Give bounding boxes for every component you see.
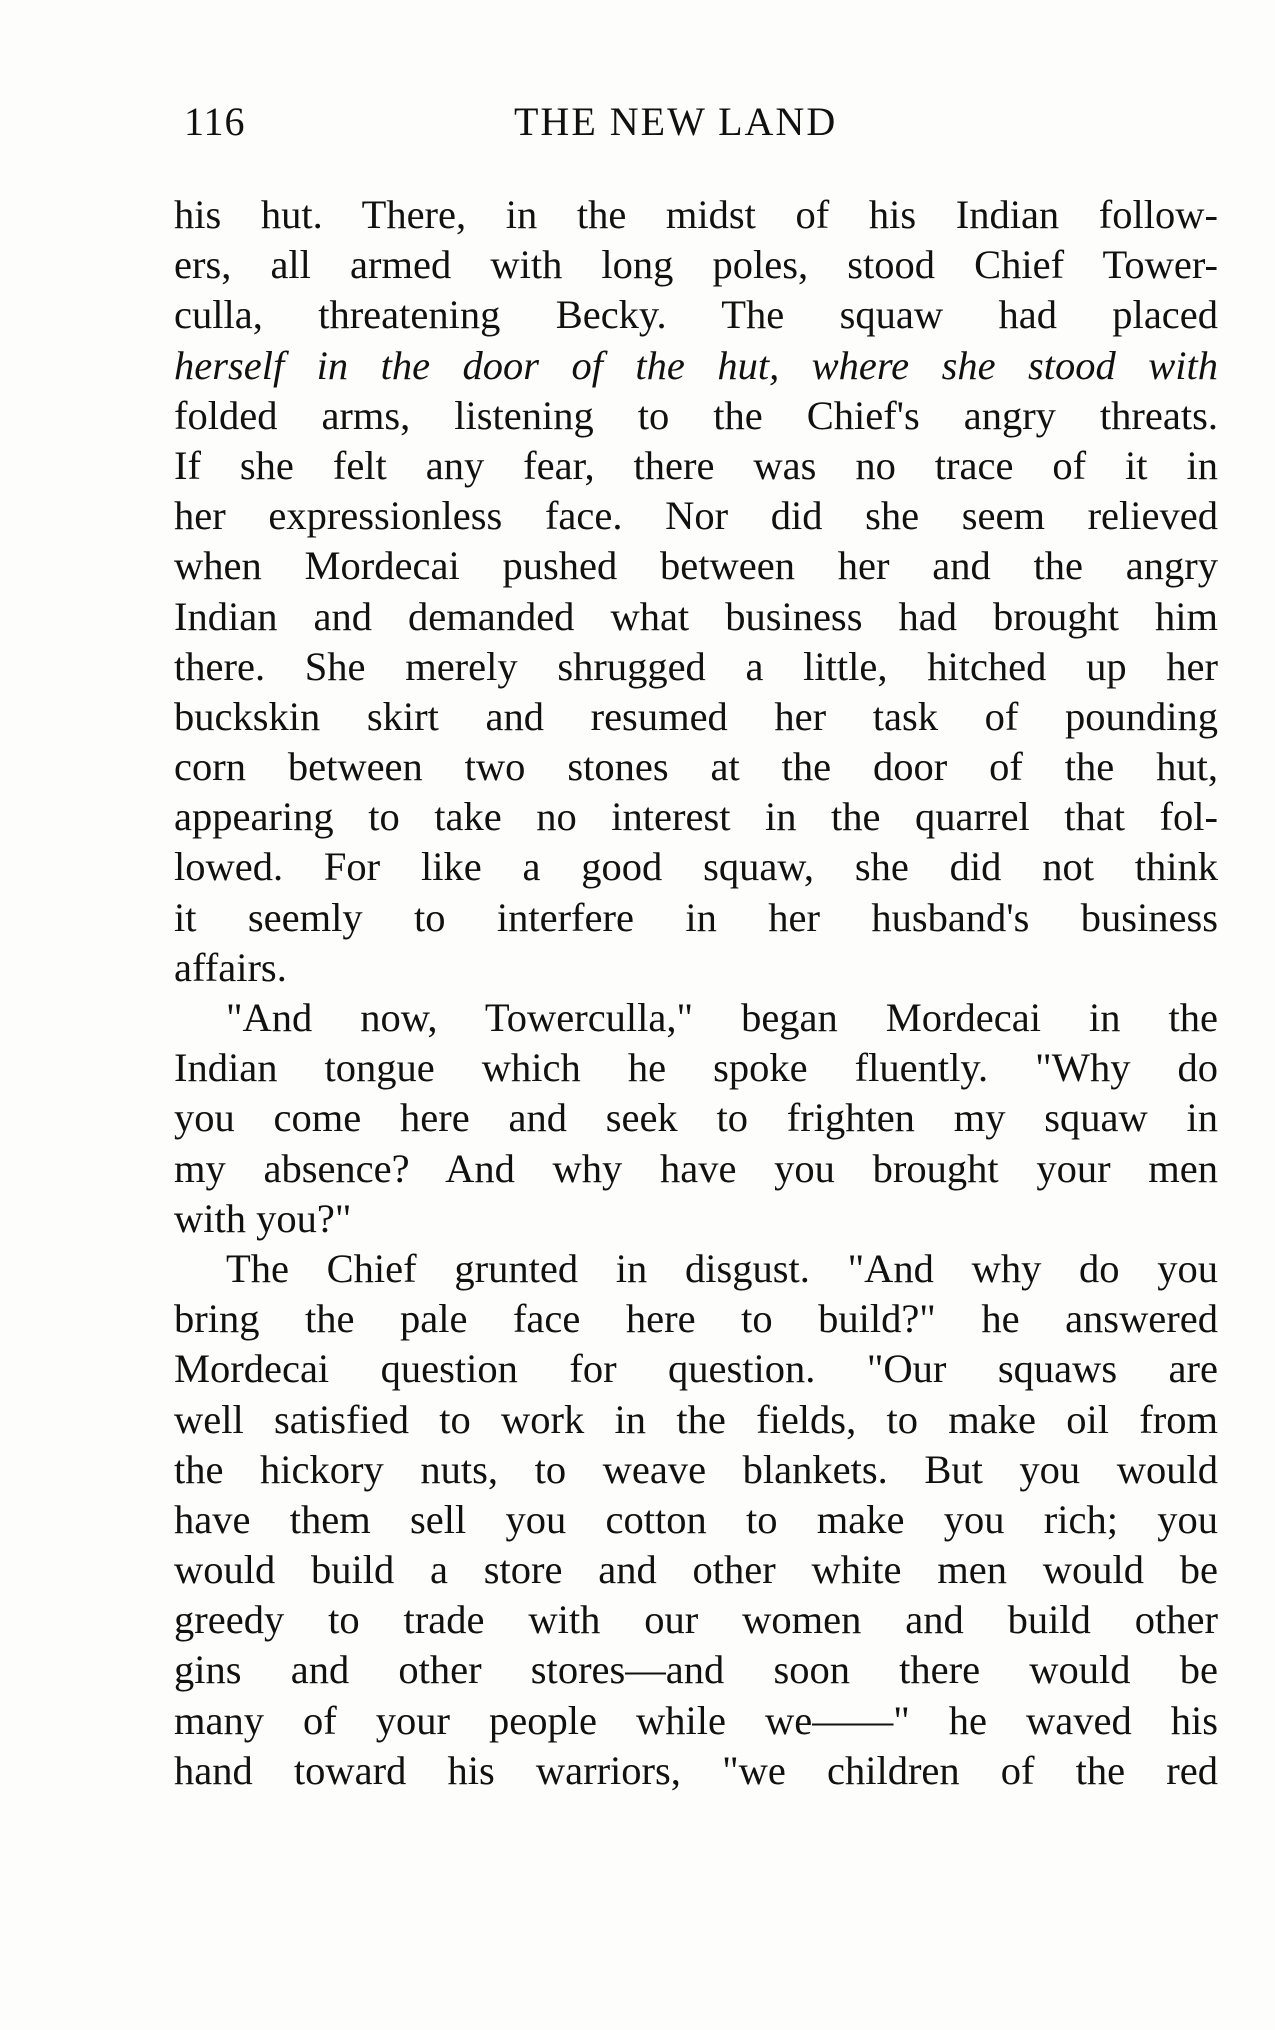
text-line: If she felt any fear, there was no trace of it in xyxy=(174,442,1218,488)
text-line: gins and other stores—and soon there would be xyxy=(174,1647,1218,1693)
text-line: herself in the door of the hut, where she stood with xyxy=(174,342,1218,388)
text-line: ers, all armed with long poles, stood Chief Tower- xyxy=(174,242,1218,288)
text-line: lowed. For like a good squaw, she did not think xyxy=(174,844,1218,890)
text-line: "And now, Towerculla," began Mordecai in the xyxy=(226,995,1218,1040)
text-line: appearing to take no interest in the quarrel that fol- xyxy=(174,794,1218,840)
text-line: Indian tongue which he spoke fluently. "Why do xyxy=(174,1045,1218,1091)
text-line: it seemly to interfere in her husband's business xyxy=(174,894,1218,940)
text-line: you come here and seek to frighten my squaw in xyxy=(174,1095,1218,1141)
text-line: folded arms, listening to the Chief's angry threats. xyxy=(174,392,1218,438)
text-line: The Chief grunted in disgust. "And why do you xyxy=(226,1245,1218,1291)
text-line: hand toward his warriors, "we children of the red xyxy=(174,1747,1218,1793)
text-line: greedy to trade with our women and build other xyxy=(174,1597,1218,1643)
text-line: buckskin skirt and resumed her task of pounding xyxy=(174,693,1218,739)
running-head xyxy=(184,98,1104,150)
text-line: would build a store and other white men would be xyxy=(174,1547,1218,1593)
text-line: bring the pale face here to build?" he answered xyxy=(174,1296,1218,1342)
text-line: culla, threatening Becky. The squaw had placed xyxy=(174,292,1218,338)
text-line: my absence? And why have you brought your men xyxy=(174,1145,1218,1191)
text-line: have them sell you cotton to make you rich; you xyxy=(174,1496,1218,1542)
text-line: his hut. There, in the midst of his Indian follow- xyxy=(174,192,1218,237)
page-number: 116 xyxy=(184,99,246,144)
text-line: the hickory nuts, to weave blankets. But you would xyxy=(174,1446,1218,1492)
text-line: many of your people while we——" he waved his xyxy=(174,1697,1218,1743)
text-line: when Mordecai pushed between her and the angry xyxy=(174,543,1218,589)
body-text xyxy=(174,190,1218,1796)
text-line: affairs. xyxy=(174,944,287,990)
text-line: her expressionless face. Nor did she seem relieved xyxy=(174,493,1218,539)
text-line: Indian and demanded what business had brought him xyxy=(174,593,1218,639)
text-line: with you?" xyxy=(174,1195,352,1241)
text-line: Mordecai question for question. "Our squaws are xyxy=(174,1346,1218,1392)
text-line: corn between two stones at the door of the hut, xyxy=(174,744,1218,790)
text-line: there. She merely shrugged a little, hitched up her xyxy=(174,643,1218,689)
text-line: well satisfied to work in the fields, to make oil from xyxy=(174,1396,1218,1442)
running-title: THE NEW LAND xyxy=(514,99,838,144)
